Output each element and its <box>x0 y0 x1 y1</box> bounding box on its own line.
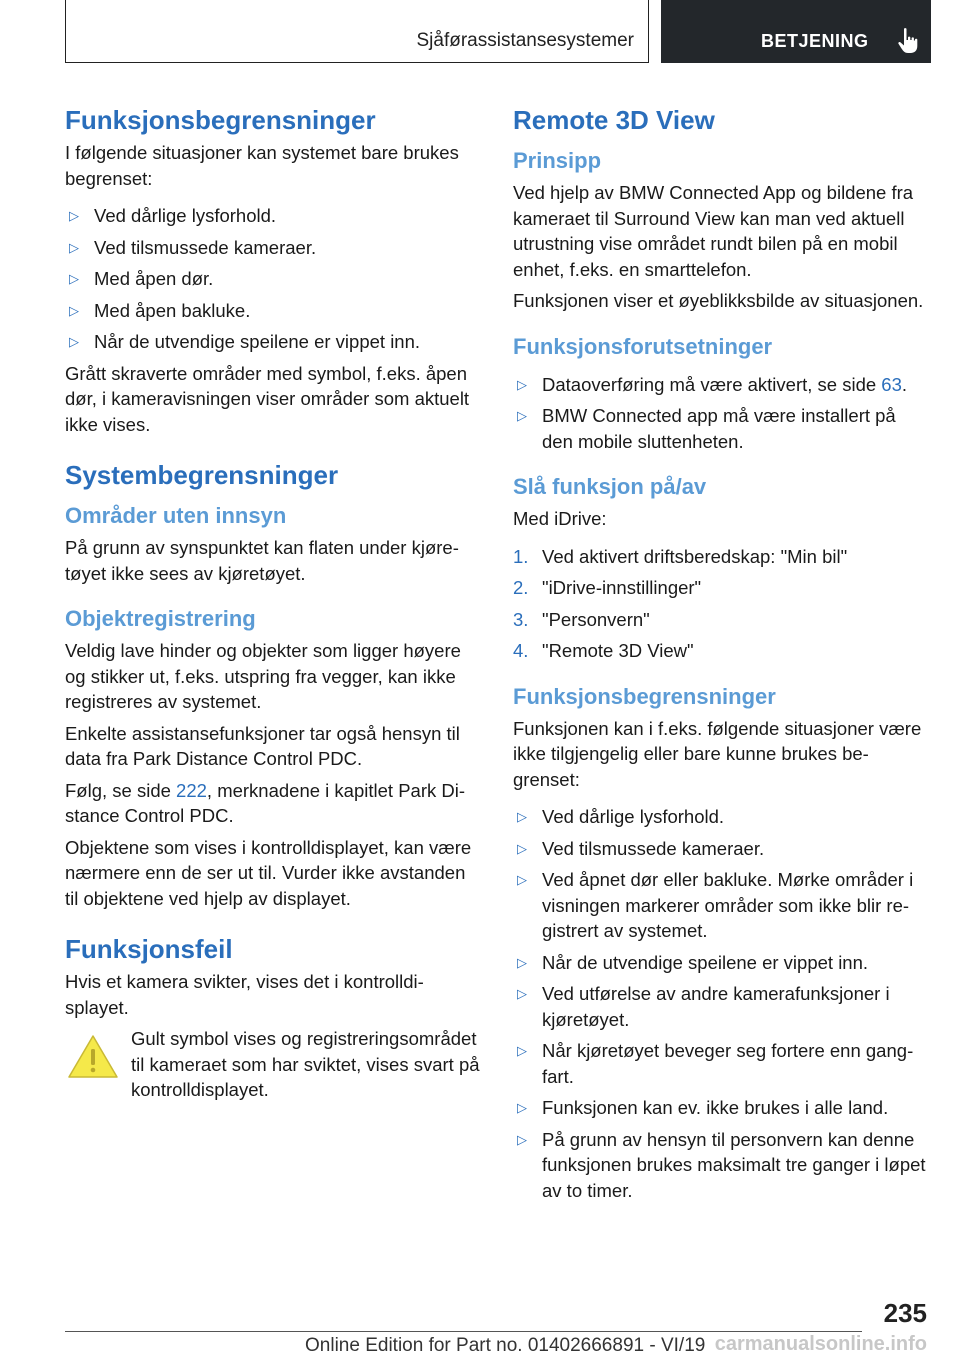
paragraph-begr: Funksjonen kan i f.eks. følgende situasjoner være ikke tilgjengelig eller bare kunne brukes begrenset: <box>513 717 922 790</box>
paragraph-idrive: Med iDrive: <box>513 508 607 529</box>
triangle-bullet-icon: ▷ <box>69 334 79 349</box>
page-link-222[interactable]: 222 <box>176 779 207 801</box>
triangle-bullet-icon: ▷ <box>517 872 527 887</box>
list-item: ▷ Funksjonen kan ev. ikke brukes i alle land. <box>513 1095 928 1121</box>
list-item: ▷ BMW Connected app må være installert på den mobile sluttenheten. <box>517 405 896 452</box>
triangle-bullet-icon: ▷ <box>517 1131 527 1147</box>
warning-note <box>65 1026 480 1103</box>
triangle-bullet-icon: ▷ <box>517 986 527 1001</box>
triangle-bullet-icon: ▷ <box>517 1100 527 1115</box>
paragraph-prinsipp-1: Ved hjelp av BMW Connected App og bildene fra kameraet til Surround View kan man ved aktuell utrustning vise området rundt bilen på en mobil enhet, f.eks. en smarttelefon. <box>513 182 914 280</box>
paragraph-omrader: På grunn av synspunktet kan flaten under kjøretøyet ikke sees av kjøretøyet. <box>65 537 459 584</box>
pointing-hand-icon <box>896 27 922 55</box>
heading-systembegrensninger: Systembegrensninger <box>65 460 339 490</box>
limitations-list <box>513 804 928 1203</box>
steps-list <box>513 544 928 664</box>
paragraph-folg: Følg, se side 222, merknadene i kapitlet Park Distance Control PDC. <box>65 779 466 826</box>
subheading-objektregistrering: Objektregistrering <box>65 606 256 631</box>
triangle-bullet-icon: ▷ <box>517 1043 527 1058</box>
list-item: ▷ Med åpen dør. <box>65 266 480 292</box>
triangle-bullet-icon: ▷ <box>69 302 79 318</box>
list-item: ▷ Dataoverføring må være aktivert, se side 63. <box>513 372 928 398</box>
warning-triangle-icon <box>67 1034 119 1080</box>
paragraph-prinsipp-2: Funksjonen viser et øyeblikksbilde av situasjonen. <box>513 290 924 311</box>
watermark: carmanualsonline.info <box>714 1333 927 1355</box>
step-item: 4. "Remote 3D View" <box>513 640 694 661</box>
warning-text: Gult symbol vises og registreringsområdet til kameraet som har sviktet, vises svart på kontrolldisplayet. <box>131 1028 480 1100</box>
page-number: 235 <box>883 1298 927 1328</box>
triangle-bullet-icon: ▷ <box>517 376 527 392</box>
list-item: ▷ Med åpen bakluke. <box>65 298 480 324</box>
heading-funksjonsbegrensninger: Funksjonsbegrensninger <box>65 105 376 135</box>
list-item: ▷ Når kjøretøyet beveger seg fortere enn gangfart. <box>517 1040 914 1087</box>
triangle-bullet-icon: ▷ <box>517 809 527 824</box>
paragraph-objekt-1: Veldig lave hinder og objekter som ligger høyere og stikker ut, f.eks. utspring fra vegger, kan ikke registreres av systemet. <box>65 640 461 712</box>
triangle-bullet-icon: ▷ <box>517 954 527 970</box>
list-item: ▷ Ved utførelse av andre kamerafunksjoner i kjøretøyet. <box>517 983 890 1030</box>
step-item: 3. "Personvern" <box>513 608 650 630</box>
step-item: 1. Ved aktivert driftsberedskap: "Min bil" <box>513 545 848 567</box>
triangle-bullet-icon: ▷ <box>69 271 79 286</box>
list-item: ▷ Ved tilsmussede kameraer. <box>513 836 928 862</box>
list-item: ▷ Ved dårlige lysforhold. <box>513 804 928 830</box>
paragraph-objekt-4: Objektene som vises i kontrolldisplayet, kan være nærmere enn de ser ut til. Vurder ikke avstanden til objektene ved hjelp av displayet. <box>65 836 472 909</box>
footer-divider <box>65 1331 862 1332</box>
footer-edition: Online Edition for Part no. 01402666891 - VI/19 <box>305 1335 706 1356</box>
subheading-funksjonsforutsetninger: Funksjonsforutsetninger <box>513 333 773 359</box>
subheading-funksjonsbegrensninger: Funksjonsbegrensninger <box>513 683 776 709</box>
left-column <box>65 104 480 1109</box>
triangle-bullet-icon: ▷ <box>69 208 79 223</box>
list-item: ▷ Ved dårlige lysforhold. <box>65 203 480 229</box>
triangle-bullet-icon: ▷ <box>517 408 527 423</box>
page-link-63[interactable]: 63 <box>881 373 902 395</box>
list-item: ▷ Ved tilsmussede kameraer. <box>65 235 480 261</box>
list-item: ▷ Når de utvendige speilene er vippet inn. <box>513 950 928 976</box>
paragraph-funk-intro: I følgende situasjoner kan systemet bare brukes begrenset: <box>65 142 459 189</box>
list-item: ▷ Når de utvendige speilene er vippet inn. <box>65 329 480 355</box>
header-section-title: Sjåførassistansesystemer <box>416 30 634 51</box>
header-section-box <box>65 0 649 63</box>
triangle-bullet-icon: ▷ <box>69 239 79 255</box>
subheading-sla-funksjon: Slå funksjon på/av <box>513 474 707 499</box>
paragraph-objekt-2: Enkelte assistansefunksjoner tar også hensyn til data fra Park Distance Control PDC. <box>65 722 460 769</box>
heading-remote-3d-view: Remote 3D View <box>513 105 715 135</box>
list-item: ▷ Ved åpnet dør eller bakluke. Mørke områder i visningen markerer områder som ikke blir registrert av systemet. <box>517 869 914 941</box>
paragraph-gratt: Grått skraverte områder med symbol, f.eks. åpen dør, i kameravisningen viser områder som aktuelt ikke vises. <box>65 362 470 435</box>
heading-funksjonsfeil: Funksjonsfeil <box>65 934 233 964</box>
funk-limit-list <box>65 203 480 355</box>
triangle-bullet-icon: ▷ <box>517 840 527 856</box>
header-chapter-title: BETJENING <box>761 31 869 51</box>
list-item: ▷ På grunn av hensyn til personvern kan denne funksjonen brukes maksimalt tre ganger i løpet av to timer. <box>517 1128 926 1201</box>
subheading-prinsipp: Prinsipp <box>513 148 602 173</box>
paragraph-feil: Hvis et kamera svikter, vises det i kontrolldisplayet. <box>65 971 424 1018</box>
requirements-list <box>513 372 928 455</box>
header-chapter-box <box>661 0 931 63</box>
subheading-omrader: Områder uten innsyn <box>65 503 287 528</box>
right-column <box>513 104 928 1209</box>
step-item: 2. "iDrive-innstillinger" <box>513 577 702 598</box>
